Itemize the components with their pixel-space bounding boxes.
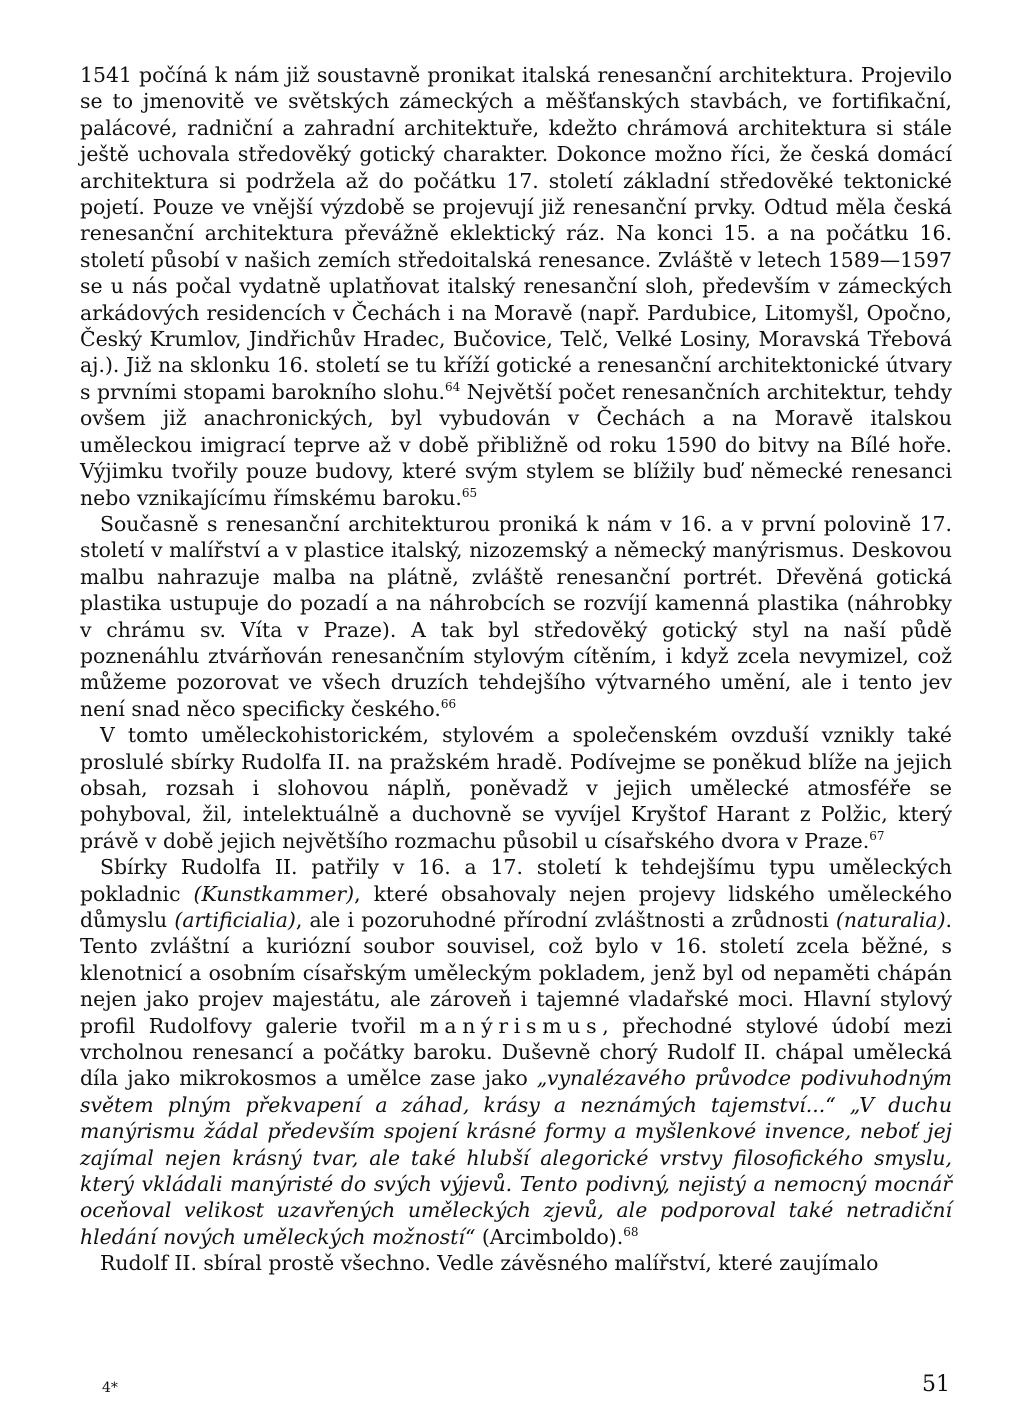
- text-run: Největší počet renesančních architektur, tehdy ovšem již anachronických, byl vybudován v Čechách a na Moravě italskou uměleckou imigrací teprve až v době přibližně od roku 1590 do bitvy na Bílé hoře. Výjimku tvořily pouze budovy, které svým stylem se blížily buď německé renesanci nebo vznikajícímu římskému baroku.: [80, 379, 952, 510]
- text-run: Rudolf II. sbíral prostě všechno. Vedle závěsného malířství, které zaujímalo: [100, 1251, 879, 1276]
- paragraph-5: [80, 1250, 952, 1276]
- footnote-ref: 65: [461, 485, 478, 500]
- text-run: Současně s renesanční architekturou proniká k nám v 16. a v první polovině 17. století v malířství a v plastice italský, nizozemský a německý manýrismus. Deskovou malbu nahrazuje malba na plátně, zvláště renesanční portrét. Dřevěná gotická plastika ustupuje do pozadí a na náhrobcích se rozvíjí kamenná plastika (náhrobky v chrámu sv. Víta v Praze). A tak byl středověký gotický styl na naší půdě poznenáhlu ztvárňován renesančním stylovým cítěním, i když zcela nevymizel, což můžeme pozorovat ve všech druzích tehdejšího výtvarného umění, ale i tento jev není snad něco specificky českého.: [80, 511, 952, 721]
- text-run: V tomto uměleckohistorickém, stylovém a společenském ovzduší vznikly také proslulé sbírky Rudolfa II. na pražském hradě. Podívejme se poněkud blíže na jejich obsah, rozsah i slohovou náplň, poněvadž v jejich umělecké atmosféře se pohyboval, žil, intelektuálně a duchovně se vyvíjel Kryštof Harant z Polžic, který právě v době jejich největšího rozmachu působil u císařského dvora v Praze.: [80, 723, 952, 853]
- italic-text: (artificialia): [174, 908, 296, 932]
- paragraph-2: [80, 511, 952, 722]
- footnote-ref: 64: [444, 380, 461, 395]
- text-run: . Tento zvláštní a kuriózní soubor souvisel, což bylo v 16. století zcela běžné, s klenotnicí a osobním císařským uměleckým pokladem, jenž byl od nepaměti chápán nejen jako projev majestátu, ale zároveň i tajemné vladařské moci. Hlavní stylový profil Rudolfovy galerie tvořil: [80, 908, 953, 1038]
- footnote-ref: 68: [623, 1225, 639, 1240]
- spaced-text: manýrismus: [419, 1013, 603, 1038]
- italic-text: (Kunstkammer): [193, 881, 355, 906]
- paragraph-4: [80, 854, 952, 1250]
- text-run: , ale i pozoruhodné přírodní zvláštnosti a zrůdnosti: [295, 908, 836, 932]
- footnote-ref: 66: [440, 696, 457, 711]
- text-run: (Arcimboldo).: [475, 1224, 624, 1249]
- page-body: [80, 62, 952, 1277]
- text-run: , které obsahovaly nejen projevy lidského uměleckého důmyslu: [80, 881, 952, 932]
- italic-text: „vynalézavého průvodce podivuhodným světem plným překvapení a záhad, krásy a neznámých tajemství...“ „V duchu manýrismu žádal především spojení krásné formy a myšlenkové invence, neboť jej zajímal nejen krásný tvar, ale také hlubší alegorické vrstvy filosofického smyslu, který vkládali manýristé do svých výjevů. Tento podivný, nejistý a nemocný mocnář oceňoval velikost uzavřených uměleckých zjevů, ale podporoval také netradiční hledání nových uměleckých možností“: [80, 1066, 952, 1249]
- paragraph-3: [80, 722, 952, 854]
- page-number: 51: [922, 1372, 950, 1397]
- text-run: , přechodné stylové údobí mezi vrcholnou renesancí a počátky baroku. Duševně chorý Rudolf II. chápal umělecká díla jako mikrokosmos a umělce zase jako: [80, 1013, 952, 1091]
- italic-text: (naturalia): [835, 908, 946, 932]
- footnote-ref: 67: [869, 828, 885, 843]
- text-run: Sbírky Rudolfa II. patřily v 16. a 17. století k tehdejšímu typu uměleckých pokladnic: [80, 855, 952, 906]
- printer-signature: 4*: [102, 1380, 118, 1396]
- paragraph-1: [80, 62, 952, 511]
- text-run: 1541 počíná k nám již soustavně pronikat italská renesanční architektura. Projevilo se to jmenovitě ve světských zámeckých a měšťanských stavbách, ve fortifikační, palácové, radniční a zahradní architektuře, kdežto chrámová architektura si stále ještě uchovala středověký gotický charakter. Dokonce možno říci, že česká domácí architektura si podržela až do počátku 17. století základní středověké tektonické pojetí. Pouze ve vnější výzdobě se projevují již renesanční prvky. Odtud měla česká renesanční architektura převážně eklektický ráz. Na konci 15. a na počátku 16. století působí v našich zemích středoitalská renesance. Zvláště v letech 1589—1597 se u nás počal vydatně uplatňovat italský renesanční sloh, především v zámeckých arkádových residencích v Čechách i na Moravě (např. Pardubice, Litomyšl, Opočno, Český Krumlov, Jindřichův Hradec, Bučovice, Telč, Velké Losiny, Moravská Třebová aj.). Již na sklonku 16. století se tu kříží gotické a renesanční architektonické útvary s prvními stopami barokního slohu.: [80, 63, 952, 404]
